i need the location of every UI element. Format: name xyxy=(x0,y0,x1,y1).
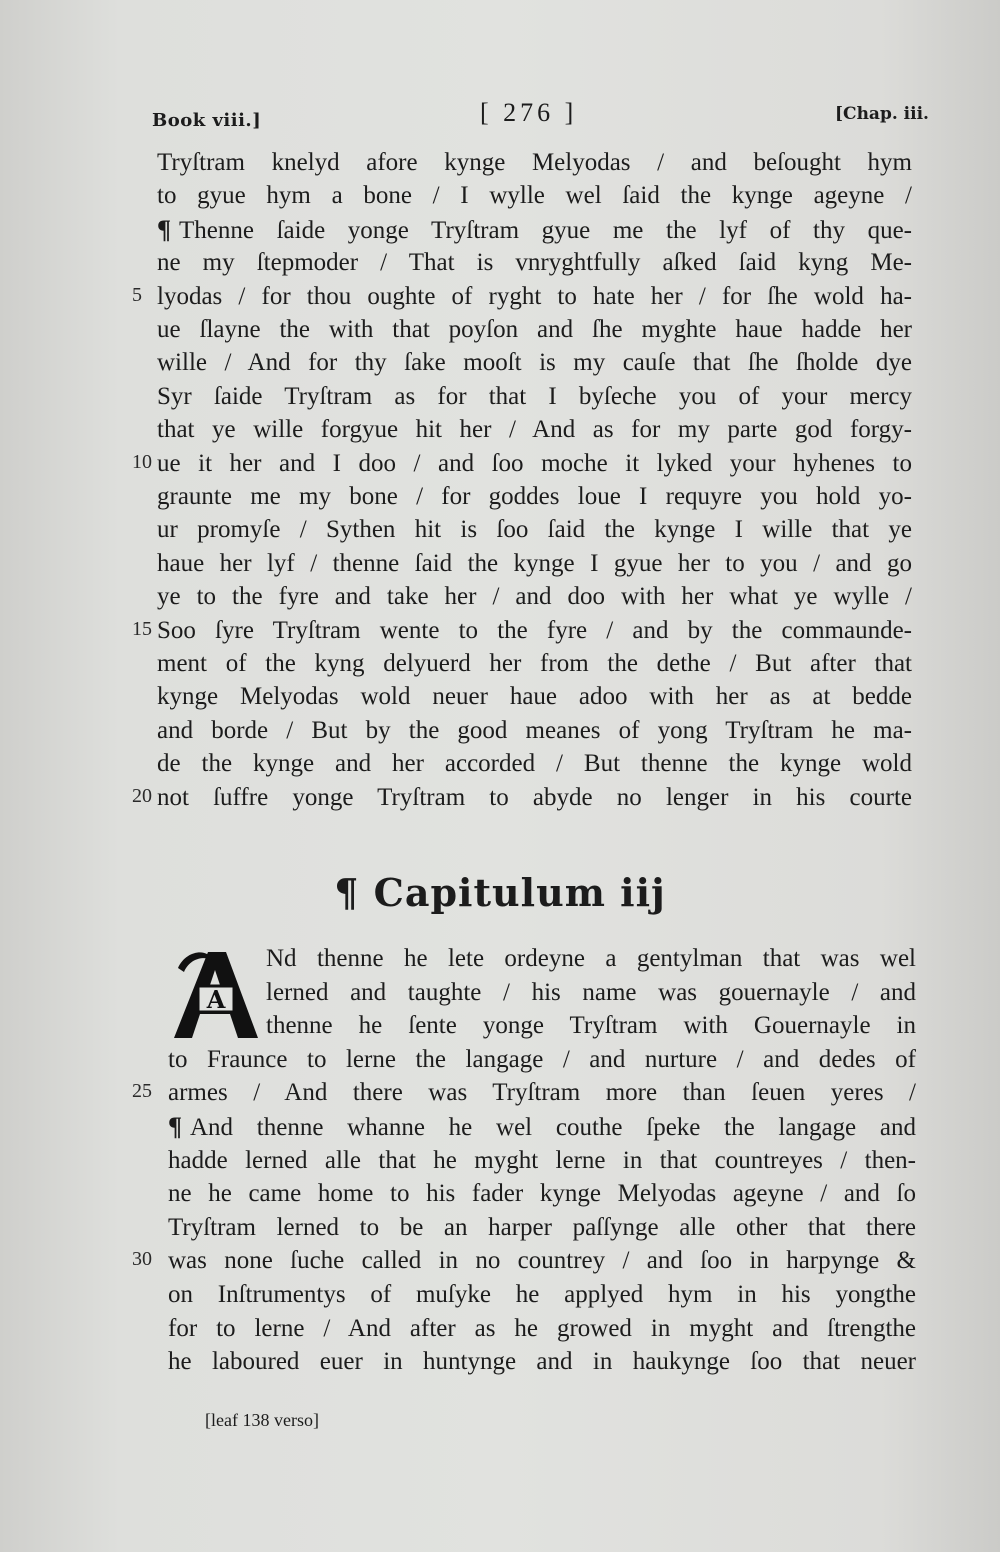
text-line xyxy=(0,213,1000,246)
text-line xyxy=(0,580,1000,613)
text-line xyxy=(0,781,1000,814)
line-content: that ye wille forgyue hit her / And as for my parte god forgy- xyxy=(157,416,912,444)
line-text xyxy=(168,1211,916,1244)
line-content: to gyue hym a bone / I wylle wel ſaid the kynge ageyne / xyxy=(157,182,912,210)
line-content: armes / And there was Tryſtram more than ſeuen yeres / xyxy=(168,1079,916,1107)
line-content: ne my ſtepmoder / That is vnryghtfully aſked ſaid kyng Me- xyxy=(157,249,912,277)
line-text xyxy=(157,480,912,513)
text-line xyxy=(0,447,1000,480)
line-content: Syr ſaide Tryſtram as for that I byſeche you of your mercy xyxy=(157,382,912,410)
paragraph-mark-icon: ¶ xyxy=(168,1112,183,1141)
text-line xyxy=(0,942,1000,975)
text-line xyxy=(0,1244,1000,1277)
text-line xyxy=(0,747,1000,780)
line-text xyxy=(157,513,912,546)
line-content: ye to the fyre and take her / and doo with her what ye wylle / xyxy=(157,583,912,611)
line-text xyxy=(157,213,912,247)
text-line xyxy=(0,680,1000,713)
text-line xyxy=(0,413,1000,446)
line-text xyxy=(168,1345,916,1378)
line-content: lerned and taughte / his name was gouernayle / and xyxy=(266,978,916,1006)
line-number: 30 xyxy=(132,1248,152,1271)
text-line xyxy=(0,179,1000,212)
text-line xyxy=(0,513,1000,546)
line-text xyxy=(157,680,912,713)
line-content: de the kynge and her accorded / But thenne the kynge wold xyxy=(157,750,912,778)
chapter-number: [Chap. iii. xyxy=(835,104,929,124)
line-text xyxy=(266,1009,916,1042)
line-content: kynge Melyodas wold neuer haue adoo with her as at bedde xyxy=(157,683,912,711)
line-content: he laboured euer in huntynge and in haukynge ſoo that neuer xyxy=(168,1348,916,1376)
text-line xyxy=(0,480,1000,513)
text-line xyxy=(0,1144,1000,1177)
running-head xyxy=(0,96,1000,136)
line-text xyxy=(157,447,912,480)
text-line xyxy=(0,1312,1000,1345)
line-text xyxy=(157,413,912,446)
line-content: ment of the kyng delyuerd her from the dethe / But after that xyxy=(157,650,912,677)
line-text xyxy=(157,380,912,413)
text-line xyxy=(0,146,1000,179)
line-content: not ſuffre yonge Tryſtram to abyde no lenger in his courte xyxy=(157,783,912,811)
line-number: 10 xyxy=(132,450,152,473)
text-line xyxy=(0,246,1000,279)
line-text xyxy=(157,146,912,179)
dropcap-letter: A xyxy=(206,985,226,1014)
line-content: for to lerne / And after as he growed in myght and ſtrengthe xyxy=(168,1314,916,1342)
text-line xyxy=(0,380,1000,413)
text-line xyxy=(0,313,1000,346)
line-text xyxy=(157,179,912,212)
line-content: and borde / But by the good meanes of yong Tryſtram he ma- xyxy=(157,716,912,744)
line-text xyxy=(266,976,916,1009)
text-line xyxy=(0,280,1000,313)
line-content: to Fraunce to lerne the langage / and nurture / and dedes of xyxy=(168,1045,916,1073)
line-content: lyodas / for thou oughte of ryght to hate her / for ſhe wold ha- xyxy=(157,282,912,310)
line-number: 15 xyxy=(132,617,152,640)
line-text xyxy=(157,647,912,680)
line-text xyxy=(168,1312,916,1345)
line-text xyxy=(157,580,912,613)
line-text xyxy=(168,1043,916,1076)
line-text xyxy=(157,313,912,346)
text-line xyxy=(0,1076,1000,1109)
line-content: thenne he ſente yonge Tryſtram with Gouernayle in xyxy=(266,1012,916,1040)
text-line xyxy=(0,714,1000,747)
page-number: [ 276 ] xyxy=(480,98,578,127)
line-text xyxy=(168,1278,916,1311)
line-text xyxy=(168,1110,916,1144)
text-line xyxy=(0,547,1000,580)
text-line xyxy=(0,976,1000,1009)
text-line xyxy=(0,1278,1000,1311)
line-content: was none ſuche called in no countrey / and ſoo in harpynge & xyxy=(168,1247,916,1275)
line-text xyxy=(168,1244,916,1277)
text-line xyxy=(0,1043,1000,1076)
line-number: 20 xyxy=(132,784,152,807)
book-number: Book viii.] xyxy=(152,110,262,131)
line-text xyxy=(266,942,916,975)
text-line xyxy=(0,1110,1000,1143)
line-content: haue her lyf / thenne ſaid the kynge I gyue her to you / and go xyxy=(157,549,912,577)
text-line xyxy=(0,346,1000,379)
line-content: Nd thenne he lete ordeyne a gentylman that was wel xyxy=(266,945,916,972)
chapter-title: Capitulum iij xyxy=(373,870,666,915)
line-content: Soo ſyre Tryſtram wente to the fyre / and by the commaunde- xyxy=(157,616,912,644)
line-content: ue it her and I doo / and ſoo moche it lyked your hyhenes to xyxy=(157,449,912,477)
line-text xyxy=(168,1144,916,1177)
text-line xyxy=(0,647,1000,680)
line-number: 25 xyxy=(132,1080,152,1103)
line-text xyxy=(157,246,912,279)
line-text xyxy=(157,614,912,647)
line-content: wille / And for thy ſake mooſt is my cauſe that ſhe ſholde dye xyxy=(157,349,912,377)
paragraph-mark-icon: ¶ xyxy=(157,214,172,244)
line-number: 5 xyxy=(132,283,142,306)
line-text xyxy=(157,280,912,313)
paragraph-mark-icon: ¶ xyxy=(334,870,360,915)
text-line xyxy=(0,1211,1000,1244)
line-content: on Inſtrumentys of muſyke he applyed hym in his yongthe xyxy=(168,1281,916,1308)
line-text xyxy=(168,1076,916,1109)
text-line xyxy=(0,1177,1000,1210)
line-content: graunte me my bone / for goddes loue I requyre you hold yo- xyxy=(157,483,912,510)
line-text xyxy=(168,1177,916,1210)
line-content: Tryſtram knelyd afore kynge Melyodas / and beſought hym xyxy=(157,149,912,176)
line-text xyxy=(157,781,912,814)
leaf-note: [leaf 138 verso] xyxy=(205,1410,319,1430)
line-content: Tryſtram lerned to be an harper paſſynge alle other that there xyxy=(168,1213,916,1241)
line-text xyxy=(157,346,912,379)
text-line xyxy=(0,614,1000,647)
text-line xyxy=(0,1345,1000,1378)
line-content: ne he came home to his fader kynge Melyodas ageyne / and ſo xyxy=(168,1180,916,1208)
chapter-heading xyxy=(0,870,1000,915)
line-content: Thenne ſaide yonge Tryſtram gyue me the lyf of thy que- xyxy=(179,216,912,244)
line-content: And thenne whanne he wel couthe ſpeke the langage and xyxy=(190,1114,916,1141)
line-text xyxy=(157,547,912,580)
line-content: hadde lerned alle that he myght lerne in that countreyes / then- xyxy=(168,1146,916,1174)
line-content: ue ſlayne the with that poyſon and ſhe myghte haue hadde her xyxy=(157,316,912,343)
line-content: ur promyſe / Sythen hit is ſoo ſaid the kynge I wille that ye xyxy=(157,516,912,544)
line-text xyxy=(157,714,912,747)
text-line xyxy=(0,1009,1000,1042)
line-text xyxy=(157,747,912,780)
